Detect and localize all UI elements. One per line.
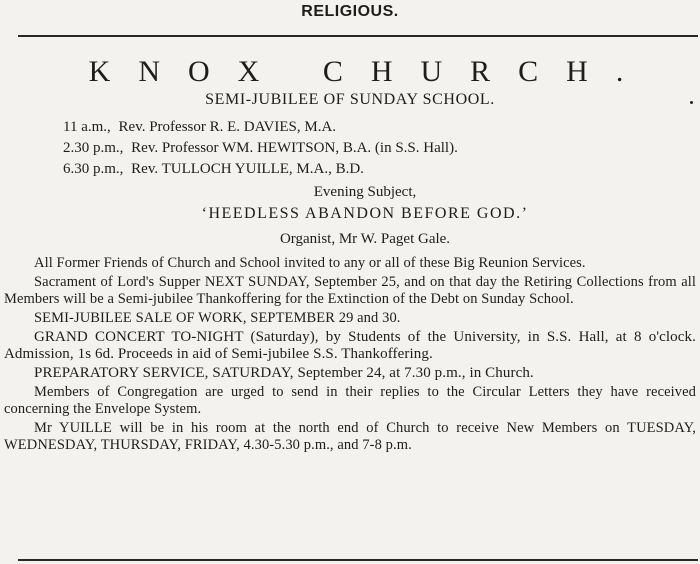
bottom-divider xyxy=(18,559,698,561)
service-detail: Rev. TULLOCH YUILLE, M.A., B.D. xyxy=(131,161,364,177)
notice-paragraph: SEMI-JUBILEE SALE OF WORK, SEPTEMBER 29 and 30. xyxy=(34,310,401,326)
service-line xyxy=(63,159,683,180)
service-time: 2.30 p.m., xyxy=(63,140,124,156)
service-detail: Rev. Professor R. E. DAVIES, M.A. xyxy=(118,119,337,135)
service-line xyxy=(63,138,683,159)
notice-paragraph: Members of Congregation are urged to send in their replies to the Circular Letters they have received concerning the Envelope System. xyxy=(4,384,696,417)
church-name: KNOX CHURCH. xyxy=(88,55,652,88)
evening-subject-label: Evening Subject, xyxy=(313,184,417,200)
section-heading: RELIGIOUS. xyxy=(301,3,399,20)
service-line xyxy=(63,117,683,138)
notice-paragraph: PREPARATORY SERVICE, SATURDAY, September 24, at 7.30 p.m., in Church. xyxy=(34,365,534,381)
notices xyxy=(4,255,696,456)
evening-subject: ‘HEEDLESS ABANDON BEFORE GOD.’ xyxy=(201,205,529,222)
top-divider xyxy=(18,35,698,37)
service-time: 6.30 p.m., xyxy=(63,161,124,177)
notice-paragraph: GRAND CONCERT TO-NIGHT (Saturday), by Students of the University, in S.S. Hall, at 8 o'clock. Admission, 1s 6d. Proceeds in aid of Semi-jubilee S.S. Thankoffering. xyxy=(4,329,696,362)
service-detail: Rev. Professor WM. HEWITSON, B.A. (in S.S. Hall). xyxy=(131,140,458,156)
service-time: 11 a.m., xyxy=(63,119,111,135)
service-schedule xyxy=(63,117,683,180)
notice-paragraph: Mr YUILLE will be in his room at the north end of Church to receive New Members on TUESDAY, WEDNESDAY, THURSDAY, FRIDAY, 4.30-5.30 p.m., and 7-8 p.m. xyxy=(4,420,696,453)
notice-paragraph: Sacrament of Lord's Supper NEXT SUNDAY, September 25, and on that day the Retiring Collections from all Members will be a Semi-jubilee Thankoffering for the Extinction of the Debt on Sunday School. xyxy=(4,274,696,307)
event-subtitle: SEMI-JUBILEE OF SUNDAY SCHOOL. xyxy=(205,91,495,108)
ink-speck xyxy=(690,101,693,104)
organist-line: Organist, Mr W. Paget Gale. xyxy=(279,231,451,247)
notice-paragraph: All Former Friends of Church and School invited to any or all of these Big Reunion Services. xyxy=(34,255,586,271)
